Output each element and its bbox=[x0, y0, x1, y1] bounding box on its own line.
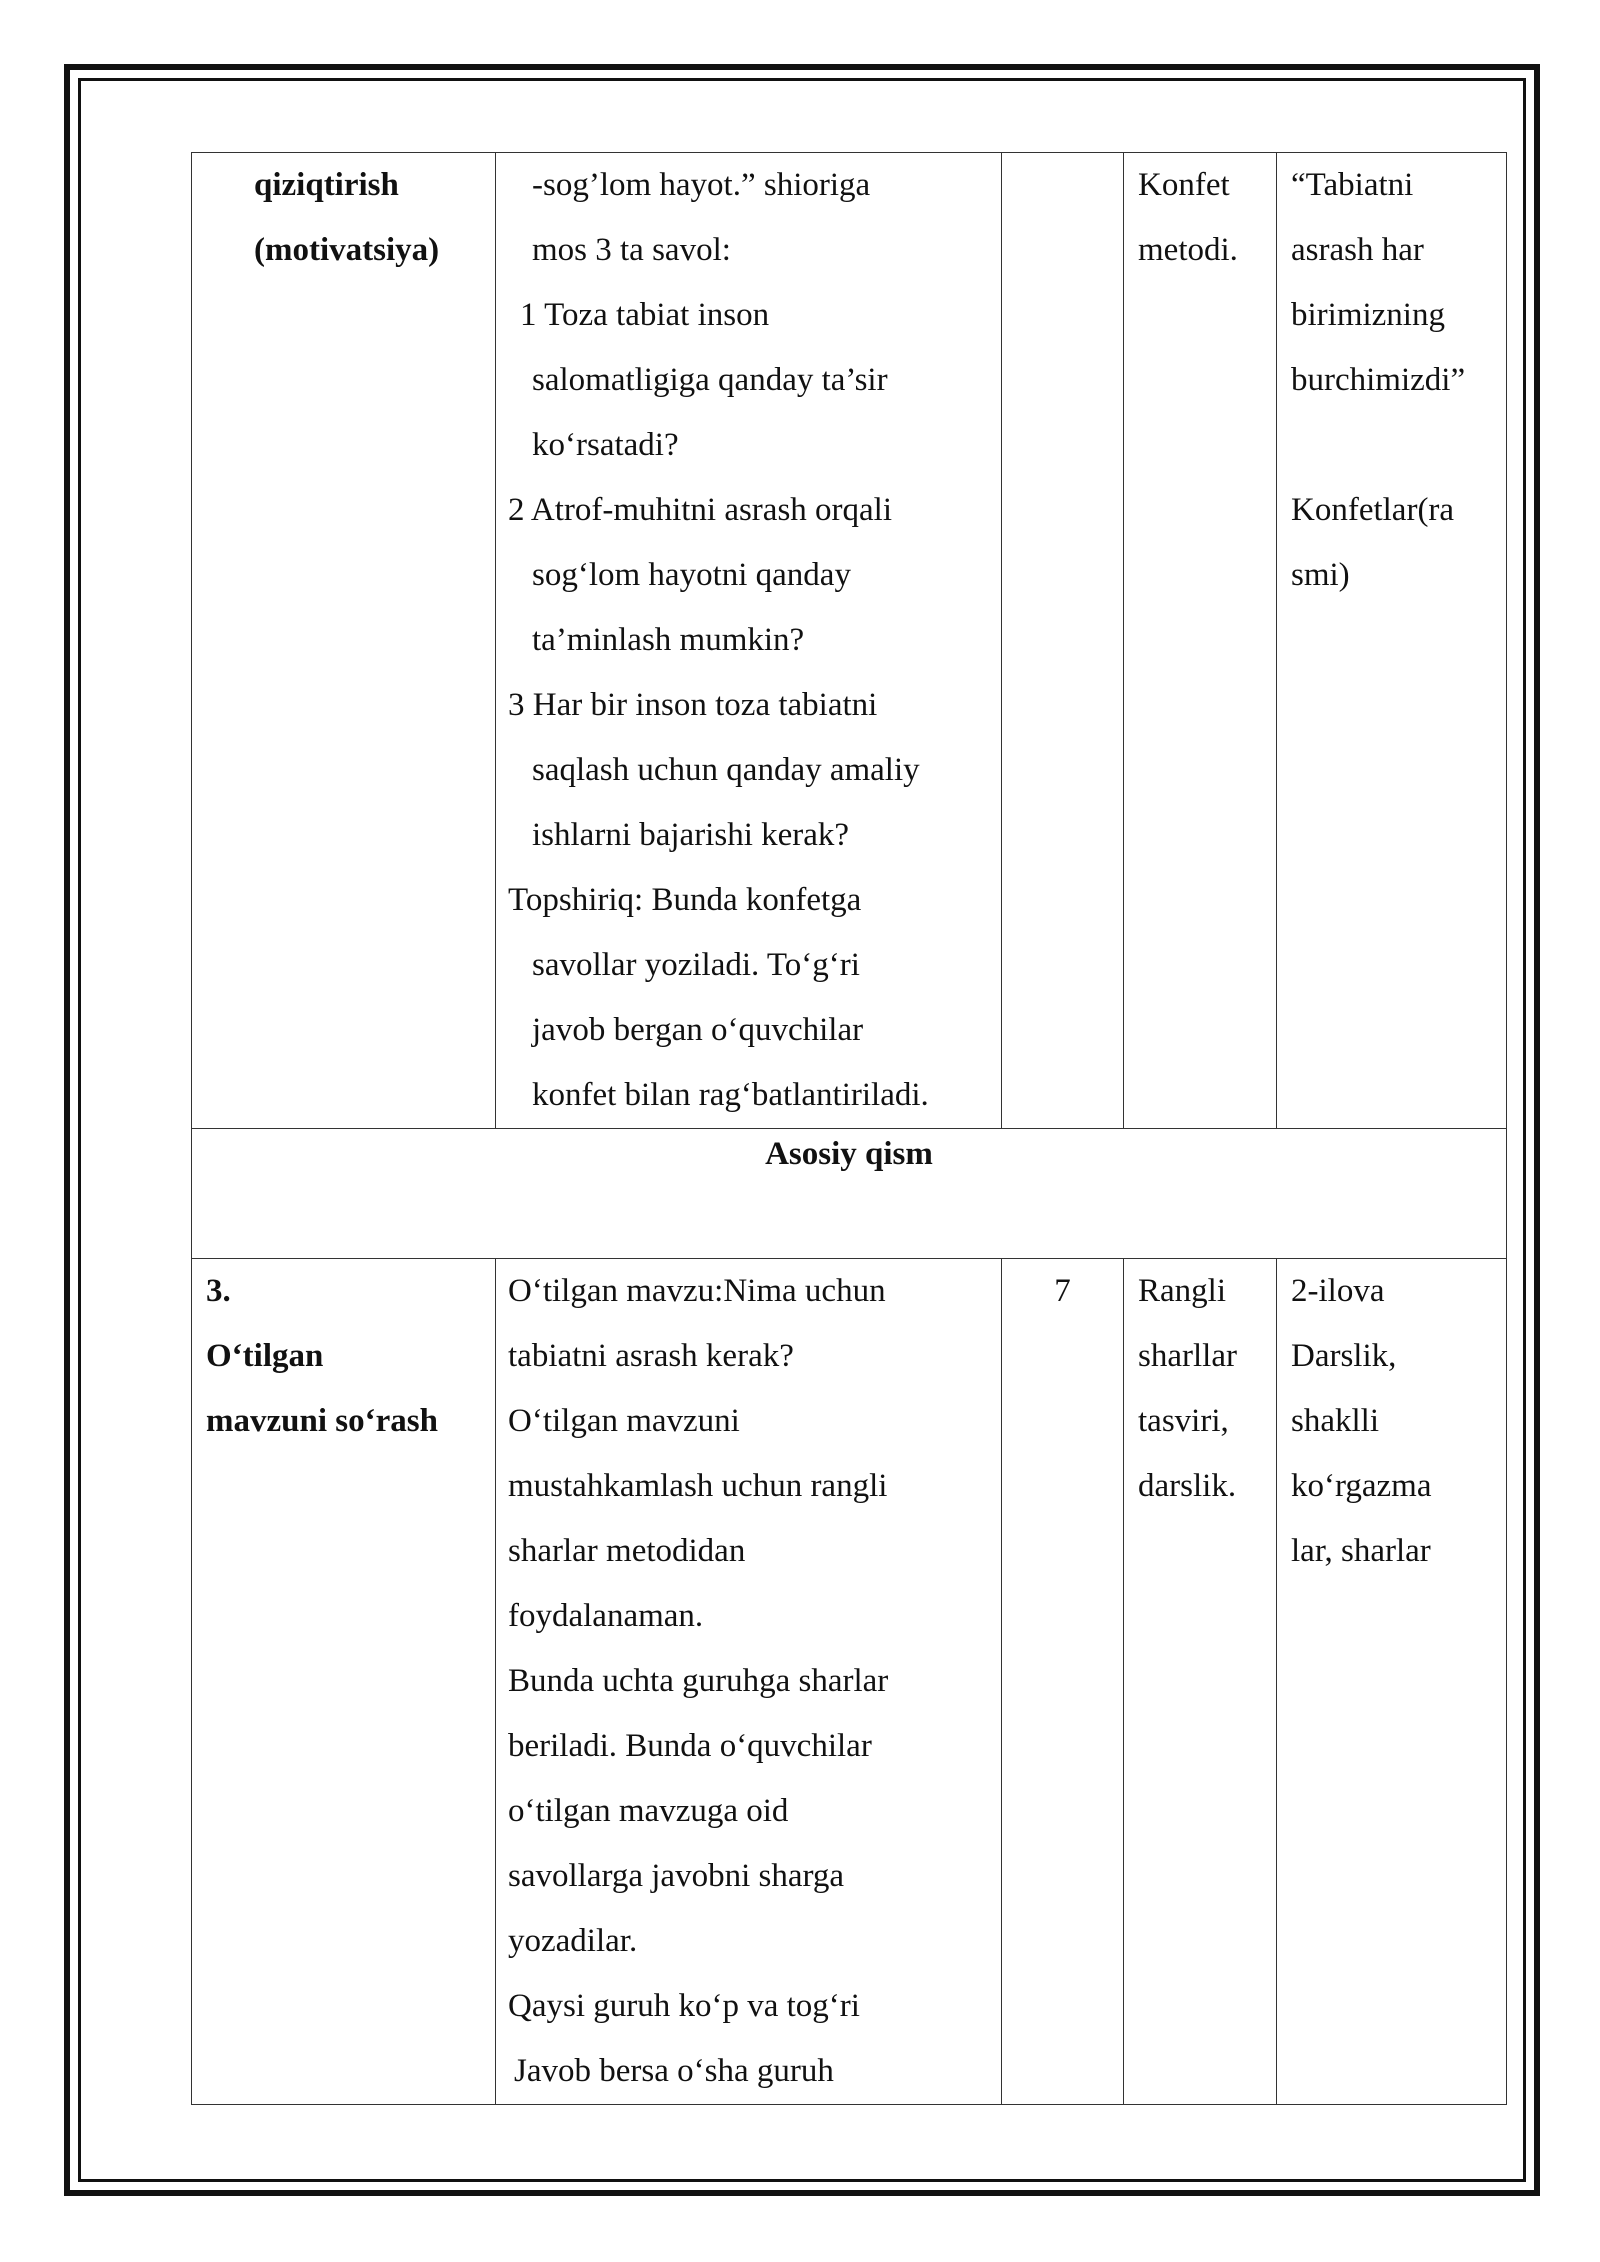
resource-line: Darslik, bbox=[1291, 1338, 1397, 1374]
method-cell bbox=[1124, 153, 1277, 1129]
content-line: ishlarni bajarishi kerak? bbox=[532, 817, 850, 853]
content-line: o‘tilgan mavzuga oid bbox=[508, 1793, 789, 1829]
resource-line bbox=[1291, 413, 1506, 478]
resource-cell bbox=[1277, 1259, 1507, 2105]
content-text bbox=[496, 1259, 1001, 2104]
content-line: beriladi. Bunda o‘quvchilar bbox=[508, 1728, 872, 1764]
resource-text bbox=[1277, 153, 1506, 608]
stage-cell bbox=[192, 153, 496, 1129]
stage-line: mavzuni so‘rash bbox=[206, 1403, 438, 1439]
resource-cell bbox=[1277, 153, 1507, 1129]
time-value: 7 bbox=[1054, 1273, 1071, 1309]
stage-line: qiziqtirish bbox=[254, 167, 399, 203]
method-line: darslik. bbox=[1138, 1468, 1237, 1504]
content-line: -sog’lom hayot.” shioriga bbox=[532, 167, 871, 203]
table-row-section bbox=[192, 1129, 1507, 1259]
method-cell bbox=[1124, 1259, 1277, 2105]
resource-line: “Tabiatni bbox=[1291, 167, 1414, 203]
content-line: 1 Toza tabiat inson bbox=[520, 297, 770, 333]
resource-line: Konfetlar(ra bbox=[1291, 492, 1455, 528]
stage-line: (motivatsiya) bbox=[254, 232, 440, 268]
content-line: ta’minlash mumkin? bbox=[532, 622, 805, 658]
resource-line: smi) bbox=[1291, 557, 1350, 593]
content-line: 2 Atrof-muhitni asrash orqali bbox=[508, 492, 893, 528]
content-line: mos 3 ta savol: bbox=[532, 232, 731, 268]
content-line: savollar yoziladi. To‘g‘ri bbox=[532, 947, 860, 983]
time-cell bbox=[1002, 1259, 1124, 2105]
stage-text bbox=[192, 153, 495, 283]
content-line: yozadilar. bbox=[508, 1923, 638, 1959]
resource-line: burchimizdi” bbox=[1291, 362, 1466, 398]
resource-line: asrash har bbox=[1291, 232, 1424, 268]
stage-cell bbox=[192, 1259, 496, 2105]
stage-text bbox=[192, 1259, 495, 1454]
content-line: ko‘rsatadi? bbox=[532, 427, 679, 463]
method-line: Konfet bbox=[1138, 167, 1230, 203]
table-row-motivation bbox=[192, 153, 1507, 1129]
content-line: konfet bilan rag‘batlantiriladi. bbox=[532, 1077, 929, 1113]
content-line: Javob bersa o‘sha guruh bbox=[514, 2053, 834, 2089]
stage-line: O‘tilgan bbox=[206, 1338, 324, 1374]
resource-line: ko‘rgazma bbox=[1291, 1468, 1432, 1504]
content-line: sharlar metodidan bbox=[508, 1533, 746, 1569]
method-line: tasviri, bbox=[1138, 1403, 1229, 1439]
content-line: salomatligiga qanday ta’sir bbox=[532, 362, 888, 398]
time-cell bbox=[1002, 153, 1124, 1129]
content-cell bbox=[496, 153, 1002, 1129]
content-line: 3 Har bir inson toza tabiatni bbox=[508, 687, 878, 723]
content-line: O‘tilgan mavzu:Nima uchun bbox=[508, 1273, 886, 1309]
resource-line: shaklli bbox=[1291, 1403, 1379, 1439]
method-text bbox=[1124, 153, 1276, 283]
lesson-plan-table bbox=[191, 152, 1507, 2105]
content-line: saqlash uchun qanday amaliy bbox=[532, 752, 920, 788]
stage-line: 3. bbox=[206, 1273, 231, 1309]
section-cell bbox=[192, 1129, 1507, 1259]
content-line: Bunda uchta guruhga sharlar bbox=[508, 1663, 889, 1699]
content-line: mustahkamlash uchun rangli bbox=[508, 1468, 888, 1504]
method-text bbox=[1124, 1259, 1276, 1519]
content-line: foydalanaman. bbox=[508, 1598, 704, 1634]
method-line: Rangli bbox=[1138, 1273, 1226, 1309]
method-line: sharllar bbox=[1138, 1338, 1237, 1374]
content-line: O‘tilgan mavzuni bbox=[508, 1403, 740, 1439]
resource-line: lar, sharlar bbox=[1291, 1533, 1431, 1569]
content-line: savollarga javobni sharga bbox=[508, 1858, 845, 1894]
section-title: Asosiy qism bbox=[765, 1136, 933, 1172]
content-line: Topshiriq: Bunda konfetga bbox=[508, 882, 862, 918]
content-line: tabiatni asrash kerak? bbox=[508, 1338, 794, 1374]
resource-text bbox=[1277, 1259, 1506, 1584]
resource-line: birimizning bbox=[1291, 297, 1445, 333]
content-cell bbox=[496, 1259, 1002, 2105]
resource-line: 2-ilova bbox=[1291, 1273, 1385, 1309]
content-line: sog‘lom hayotni qanday bbox=[532, 557, 851, 593]
content-line: javob bergan o‘quvchilar bbox=[532, 1012, 864, 1048]
content-line: Qaysi guruh ko‘p va tog‘ri bbox=[508, 1988, 860, 2024]
content-text bbox=[496, 153, 1001, 1128]
table-row-review bbox=[192, 1259, 1507, 2105]
method-line: metodi. bbox=[1138, 232, 1238, 268]
